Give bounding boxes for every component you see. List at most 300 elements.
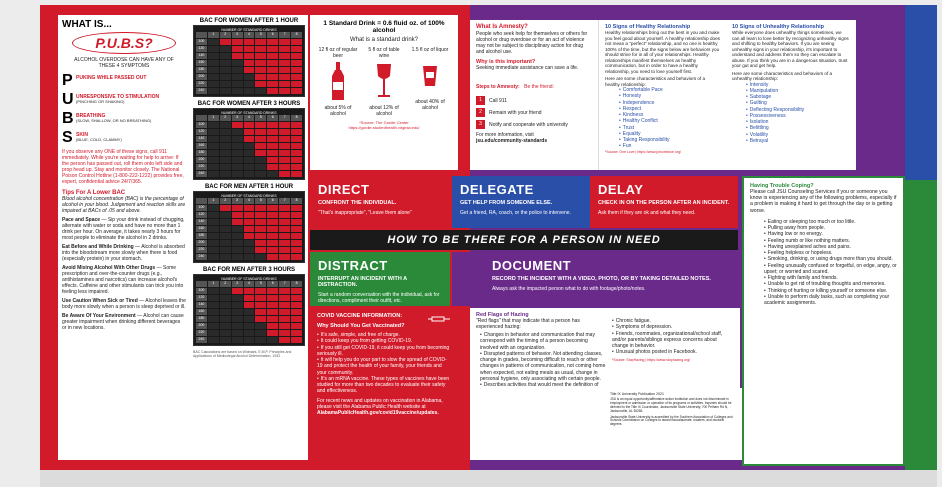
bac-cell [255, 164, 266, 170]
bac-weight-header: 160 [196, 309, 207, 315]
bac-drink-header: 6 [267, 115, 278, 121]
bac-cell [279, 157, 290, 163]
covid-title: COVID VACCINE INFORMATION: [317, 313, 403, 319]
bac-cell [232, 316, 243, 322]
bac-cell [244, 302, 255, 308]
bac-cell [255, 247, 266, 253]
bac-drink-header: 4 [244, 32, 255, 38]
bac-cell [291, 171, 302, 177]
unhealthy-sign: • Manipulation [746, 87, 779, 94]
bac-drink-header: 4 [244, 115, 255, 121]
bac-weight-header: 160 [196, 226, 207, 232]
delay-sub: CHECK IN ON THE PERSON AFTER AN INCIDENT. [598, 200, 729, 206]
bac-cell [208, 164, 219, 170]
drink-title: 1 Standard Drink = 0.6 fluid oz. of 100% alcohol [323, 20, 445, 34]
bac-drink-header: 4 [244, 198, 255, 204]
bac-cell [232, 60, 243, 66]
bac-cell [267, 247, 278, 253]
covid-url[interactable]: AlabamaPublicHealth.gov/covid19vaccine/updates. [317, 409, 439, 416]
bac-corner [196, 198, 207, 204]
bac-cell [255, 302, 266, 308]
bac-cell [291, 309, 302, 315]
liquor-amount: 1.5 fl oz of liquor [411, 47, 449, 54]
bullet-icon: • [619, 130, 621, 137]
bac-cell [255, 74, 266, 80]
delegate-body: Get a friend, RA, coach, or the police to intervene. [460, 210, 571, 216]
bac-axis-top: NUMBER OF STANDARD DRINKS [221, 111, 277, 115]
bac-cell [244, 295, 255, 301]
step-number: 3 [476, 120, 485, 129]
tip-body: Alcohol leaves the body more slowly when a person is sleep deprived or ill. [62, 298, 186, 310]
bac-cell [267, 88, 278, 94]
bac-cell [291, 157, 302, 163]
coping-item: • Smoking, drinking, or using drugs more than you should. [764, 256, 893, 263]
bac-chart-women-1 [193, 18, 305, 97]
bac-weight-header: 120 [196, 295, 207, 301]
right-edge-blue [905, 5, 937, 180]
bullet-icon: • [612, 349, 614, 356]
unhealthy-more: Here are some characteristics and behaviors of a unhealthy relationship: [732, 70, 833, 81]
bac-weight-header: 140 [196, 53, 207, 59]
bac-drink-header: 1 [208, 32, 219, 38]
bullet-icon: • [619, 112, 621, 118]
bac-cell [232, 247, 243, 253]
bac-cell [232, 337, 243, 343]
bac-cell [279, 46, 290, 52]
document-panel [452, 252, 738, 306]
covid-item: • It will help you do your part to slow the spread of COVID-19 and protect the health of your family, your friends and your community. [317, 357, 447, 376]
bac-cell [232, 240, 243, 246]
bac-drink-header: 1 [208, 198, 219, 204]
hazing-item: • Unusual photos posted in Facebook. [612, 349, 697, 356]
bac-cell [244, 171, 255, 177]
bac-cell [220, 219, 231, 225]
bac-cell [232, 74, 243, 80]
bac-cell [255, 136, 266, 142]
symptom-head: BREATHING [76, 113, 106, 119]
tip-head: Eat Before and While Drinking [62, 244, 134, 250]
bullet-icon: • [764, 275, 766, 282]
bac-cell [267, 316, 278, 322]
bac-drink-header: 7 [279, 281, 290, 287]
bac-cell [220, 143, 231, 149]
bac-cell [267, 157, 278, 163]
bac-cell [244, 143, 255, 149]
bac-cell [232, 53, 243, 59]
bac-cell [220, 309, 231, 315]
bac-cell [255, 46, 266, 52]
unhealthy-sign: • Betrayal [746, 137, 769, 144]
footer-panel [470, 388, 742, 460]
bac-drink-header: 1 [208, 115, 219, 121]
delay-body: Ask them if they are ok and what they need. [598, 210, 696, 216]
bac-weight-header: 240 [196, 88, 207, 94]
bac-weight-header: 140 [196, 219, 207, 225]
amnesty-step [476, 96, 592, 105]
bac-cell [255, 129, 266, 135]
bac-drink-header: 8 [291, 32, 302, 38]
bac-weight-header: 120 [196, 129, 207, 135]
hazing-item: • Describes activities that would meet the definition of [480, 382, 599, 388]
bac-drink-header: 7 [279, 32, 290, 38]
bac-cell [220, 212, 231, 218]
bac-cell [244, 205, 255, 211]
direct-panel [310, 176, 450, 228]
bac-cell [255, 219, 266, 225]
tips-list [62, 217, 186, 331]
bac-cell [279, 212, 290, 218]
bac-cell [244, 323, 255, 329]
bac-cell [255, 60, 266, 66]
bac-cell [255, 143, 266, 149]
bac-cell [244, 157, 255, 163]
bullet-icon: • [317, 375, 319, 382]
bac-cell [291, 81, 302, 87]
bac-weight-header: 180 [196, 316, 207, 322]
beer-pct: about 5% of alcohol [324, 105, 352, 118]
bac-cell [220, 67, 231, 73]
bac-cell [232, 288, 243, 294]
coping-item: • Pulling away from people. [764, 225, 826, 232]
bac-cell [279, 302, 290, 308]
bac-drink-header: 1 [208, 281, 219, 287]
symptom-row [62, 92, 186, 108]
footer-notice: JSU is an equal opportunity/affirmative action institution and does not discriminate in employment or admission or operation of its programs or activities. Inquiries should be directed to the Title IX Coordinator, Jacksonville State University, 700 Pelham Rd N, Jacksonville, AL 36265. [610, 397, 732, 413]
bullet-icon: • [764, 225, 766, 232]
bac-drink-header: 2 [220, 115, 231, 121]
bac-panel [190, 15, 308, 460]
bac-cell [244, 88, 255, 94]
healthy-sign: • Independence [619, 99, 655, 106]
distract-panel [310, 252, 450, 306]
bac-cell [291, 67, 302, 73]
unhealthy-sign: • Sabotage [746, 94, 772, 100]
bac-drink-header: 3 [232, 32, 243, 38]
bac-cell [267, 254, 278, 260]
bac-cell [220, 247, 231, 253]
pubs-title: P.U.B.S? [72, 32, 176, 54]
bac-drink-header: 3 [232, 115, 243, 121]
tip-body: Alcohol can cause greater impairment when drinking different beverages or in new locations. [62, 313, 184, 331]
bac-cell [220, 295, 231, 301]
bac-cell [232, 129, 243, 135]
bac-source: BAC Calculations are based on Widmark, E.M.P. Principles and Applications of Medicolegal Alcohol Determination, 1932 [193, 350, 292, 359]
bullet-icon: • [480, 382, 482, 388]
bac-drink-header: 8 [291, 115, 302, 121]
bac-cell [291, 164, 302, 170]
bac-cell [291, 233, 302, 239]
bac-cell [291, 46, 302, 52]
covid-item: • If you still get COVID-19, it could keep you from becoming seriously ill. [317, 344, 450, 357]
bac-cell [267, 53, 278, 59]
amnesty-url[interactable]: jsu.edu/community-standards [476, 138, 548, 144]
bac-cell [232, 330, 243, 336]
tip-item: Pace and Space — Sip your drink instead of chugging, alternate with water or soda and have no more than 1 drink per hour. On average, it takes nearly 3 hours for most people to eliminate the alcohol in 2 drinks. [62, 217, 185, 241]
drink-source: *Source: The Gordie Center [359, 120, 409, 126]
tip-item: Eat Before and While Drinking — Alcohol is absorbed into the bloodstream more slowly when there is food (especially protein) in your stomach. [62, 244, 185, 262]
healthy-sign: • Honesty [619, 93, 642, 100]
bac-drink-header: 6 [267, 281, 278, 287]
bac-drink-header: 6 [267, 198, 278, 204]
footer-accred: Jacksonville State University is accredited by the Southern Association of Colleges and Schools Commission on Colleges to award baccalaureate, masters, and doctoral degrees. [610, 414, 733, 427]
bac-cell [232, 323, 243, 329]
bac-cell [255, 323, 266, 329]
bac-cell [232, 39, 243, 45]
bac-axis-top: NUMBER OF STANDARD DRINKS [221, 194, 277, 198]
bac-cell [255, 171, 266, 177]
bac-cell [255, 122, 266, 128]
bac-cell [255, 88, 266, 94]
bac-weight-header: 100 [196, 205, 207, 211]
bac-cell [291, 247, 302, 253]
bac-grid [196, 32, 302, 94]
bac-cell [291, 205, 302, 211]
bac-cell [220, 46, 231, 52]
bullet-icon: • [746, 87, 748, 94]
distract-sub: INTERRUPT AN INCIDENT WITH A DISTRACTION. [318, 276, 407, 288]
bullet-icon: • [746, 131, 748, 138]
bac-cell [220, 205, 231, 211]
bac-cell [291, 288, 302, 294]
tip-body: Alcohol is absorbed into the bloodstream more slowly when there is food (especially protein) in your stomach. [62, 244, 185, 262]
bac-cell [232, 136, 243, 142]
tip-head: Use Caution When Sick or Tired [62, 298, 138, 304]
bac-cell [267, 323, 278, 329]
bullet-icon: • [619, 137, 621, 143]
bac-cell [279, 337, 290, 343]
bac-cell [232, 171, 243, 177]
bac-cell [267, 164, 278, 170]
bac-chart-title: BAC FOR MEN AFTER 3 HOURS [202, 267, 296, 273]
bac-chart-title: BAC FOR MEN AFTER 1 HOUR [204, 184, 294, 190]
bac-cell [279, 143, 290, 149]
bac-cell [255, 81, 266, 87]
bac-cell [208, 212, 219, 218]
coping-item: • Feeling unusually confused or forgetful, on edge, angry, or upset; or worried and scared. [764, 262, 897, 275]
bac-cell [244, 164, 255, 170]
delegate-panel [452, 176, 590, 228]
bullet-icon: • [746, 119, 748, 125]
bac-cell [244, 39, 255, 45]
bac-drink-header: 4 [244, 281, 255, 287]
bac-cell [255, 212, 266, 218]
bac-cell [208, 157, 219, 163]
bac-cell [208, 233, 219, 239]
bac-cell [208, 205, 219, 211]
tip-item: Use Caution When Sick or Tired — Alcohol leaves the body more slowly when a person is sleep deprived or ill. [62, 298, 186, 310]
delegate-sub: GET HELP FROM SOMEONE ELSE. [460, 200, 553, 206]
bac-cell [291, 219, 302, 225]
healthy-sign: • Respect [619, 105, 642, 112]
bac-drink-header: 5 [255, 281, 266, 287]
unhealthy-sign: • Volatility [746, 131, 769, 138]
beer-item [318, 47, 358, 117]
bac-drink-header: 5 [255, 198, 266, 204]
bac-cell [232, 302, 243, 308]
bac-cell [291, 143, 302, 149]
bac-cell [220, 136, 231, 142]
bac-axis-top: NUMBER OF STANDARD DRINKS [221, 28, 277, 32]
bac-cell [279, 226, 290, 232]
bac-cell [232, 309, 243, 315]
unhealthy-panel [726, 20, 856, 170]
bullet-icon: • [746, 112, 748, 119]
healthy-source: *Source: One Love | https://www.joinonelove.org/ [605, 149, 682, 154]
bac-cell [267, 219, 278, 225]
bac-cell [291, 302, 302, 308]
bac-cell [267, 295, 278, 301]
bac-cell [267, 150, 278, 156]
bac-cell [208, 143, 219, 149]
unhealthy-sign: • Intensity [746, 81, 769, 88]
bac-grid [196, 198, 302, 260]
healthy-sign: • Taking Responsibility [619, 137, 670, 143]
bac-cell [279, 233, 290, 239]
bac-cell [232, 88, 243, 94]
bac-cell [232, 164, 243, 170]
drink-source-url: https://gordie.studenthealth.virginia.edu/ [348, 124, 420, 130]
bullet-icon: • [480, 350, 482, 357]
bac-cell [232, 219, 243, 225]
bac-weight-header: 200 [196, 240, 207, 246]
bac-drink-header: 3 [232, 198, 243, 204]
bac-cell [232, 157, 243, 163]
bac-cell [291, 337, 302, 343]
bac-cell [220, 288, 231, 294]
pubs-panel [58, 15, 190, 460]
bac-cell [267, 129, 278, 135]
bac-chart-men-3 [193, 267, 305, 346]
bac-cell [208, 171, 219, 177]
bac-cell [279, 39, 290, 45]
bac-cell [279, 219, 290, 225]
symptom-list [62, 73, 186, 146]
bac-cell [220, 39, 231, 45]
bac-cell [267, 81, 278, 87]
healthy-sign: • Trust [619, 124, 634, 131]
bac-weight-header: 120 [196, 212, 207, 218]
delegate-title: DELEGATE [460, 182, 534, 197]
bac-cell [220, 88, 231, 94]
symptom-head: UNRESPONSIVE TO STIMULATION [76, 94, 160, 100]
bac-weight-header: 200 [196, 323, 207, 329]
bac-cell [255, 254, 266, 260]
hazing-item: • Changes in behavior and communication that may correspond with the timing of a person becoming involved with an organization. [480, 332, 595, 351]
bac-cell [244, 219, 255, 225]
bac-cell [220, 129, 231, 135]
bac-cell [244, 254, 255, 260]
bac-cell [208, 67, 219, 73]
bac-cell [208, 60, 219, 66]
tip-body: Sip your drink instead of chugging, alternate with water or soda and have no more than 1 drink per hour. On average, it takes nearly 3 hours for most people to eliminate the alcohol in 2 drinks. [62, 217, 185, 241]
bac-weight-header: 240 [196, 337, 207, 343]
coping-item: • Unable to get rid of troubling thoughts and memories. [764, 281, 886, 288]
bac-cell [291, 323, 302, 329]
covid-more: For recent news and updates on vaccination in Alabama, please visit the Alabama Public Health website at [317, 397, 443, 410]
bac-cell [208, 39, 219, 45]
bullet-icon: • [746, 106, 748, 113]
bac-drink-header: 7 [279, 198, 290, 204]
banner [310, 230, 738, 250]
bac-cell [208, 81, 219, 87]
bac-cell [255, 330, 266, 336]
liquor-item [410, 47, 450, 117]
bac-cell [244, 240, 255, 246]
bac-weight-header: 220 [196, 247, 207, 253]
unhealthy-body: While everyone does unhealthy things sometimes, we can all learn to love better by recognizing unhealthy signs and shifting to healthy behaviors. If you are seeing unhealthy signs in your relationship, it's important to understand and address them so they can escalate to abuse. If you think you are in a dangerous situation, trust your gut and get help. [732, 30, 849, 68]
bac-cell [279, 150, 290, 156]
bac-cell [208, 129, 219, 135]
bac-cell [279, 254, 290, 260]
bac-corner [196, 32, 207, 38]
bac-cell [208, 323, 219, 329]
bac-cell [279, 67, 290, 73]
bac-cell [255, 233, 266, 239]
direct-title: DIRECT [318, 182, 370, 197]
document-body: Always ask the impacted person what to do with footage/photo/notes. [492, 286, 646, 292]
coping-item: • Unable to perform daily tasks, such as completing your academic assignments. [764, 293, 890, 307]
bac-cell [220, 337, 231, 343]
bac-cell [255, 150, 266, 156]
bac-cell [279, 136, 290, 142]
bac-cell [267, 67, 278, 73]
hazing-source: *Source: StopHazing | https://www.stophazing.org/ [612, 357, 691, 362]
steps-title: Steps to Amnesty: [476, 84, 520, 90]
bac-cell [244, 337, 255, 343]
bac-cell [267, 302, 278, 308]
symptom-row [62, 111, 186, 127]
bac-cell [208, 88, 219, 94]
wine-pct: about 12% of alcohol [369, 105, 399, 118]
document-sub: RECORD THE INCIDENT WITH A VIDEO, PHOTO, OR BY TAKING DETAILED NOTES. [492, 276, 711, 282]
bac-cell [220, 81, 231, 87]
bac-cell [279, 295, 290, 301]
tip-head: Avoid Mixing Alcohol With Other Drugs [62, 265, 156, 271]
bac-cell [255, 309, 266, 315]
bac-cell [279, 60, 290, 66]
unhealthy-sign: • Possessiveness [746, 112, 786, 119]
coping-item: • Fighting with family and friends. [764, 275, 838, 282]
bac-cell [279, 171, 290, 177]
bac-drink-header: 2 [220, 198, 231, 204]
banner-text: HOW TO BE THERE FOR A PERSON IN NEED [387, 234, 661, 246]
healthy-panel [598, 20, 726, 170]
bac-cell [244, 150, 255, 156]
unhealthy-title: 10 Signs of Unhealthy Relationship [732, 24, 824, 30]
bac-cell [267, 122, 278, 128]
covid-item: • It could keep you from getting COVID-19. [317, 338, 413, 345]
bac-chart-title: BAC FOR WOMEN AFTER 3 HOURS [197, 101, 301, 107]
bac-cell [208, 226, 219, 232]
bac-drink-header: 6 [267, 32, 278, 38]
coping-item: • Thinking of hurting or killing yourself or someone else. [764, 287, 888, 294]
bac-cell [220, 74, 231, 80]
bac-cell [279, 330, 290, 336]
bac-cell [291, 212, 302, 218]
bac-cell [232, 122, 243, 128]
hazing-item: • Chronic fatigue. [612, 318, 651, 324]
bac-weight-header: 120 [196, 46, 207, 52]
bac-cell [220, 53, 231, 59]
bullet-icon: • [764, 218, 766, 225]
symptom-letter: B [62, 110, 74, 127]
hazing-item: • Friends, roommates, organizational/school staff, and/or parents/siblings express concerns about change in behavior. [612, 330, 723, 349]
amnesty-why-title: Why is this important? [476, 59, 536, 65]
bac-cell [232, 81, 243, 87]
bullet-icon: • [612, 318, 614, 324]
bac-cell [232, 205, 243, 211]
bac-weight-header: 180 [196, 150, 207, 156]
